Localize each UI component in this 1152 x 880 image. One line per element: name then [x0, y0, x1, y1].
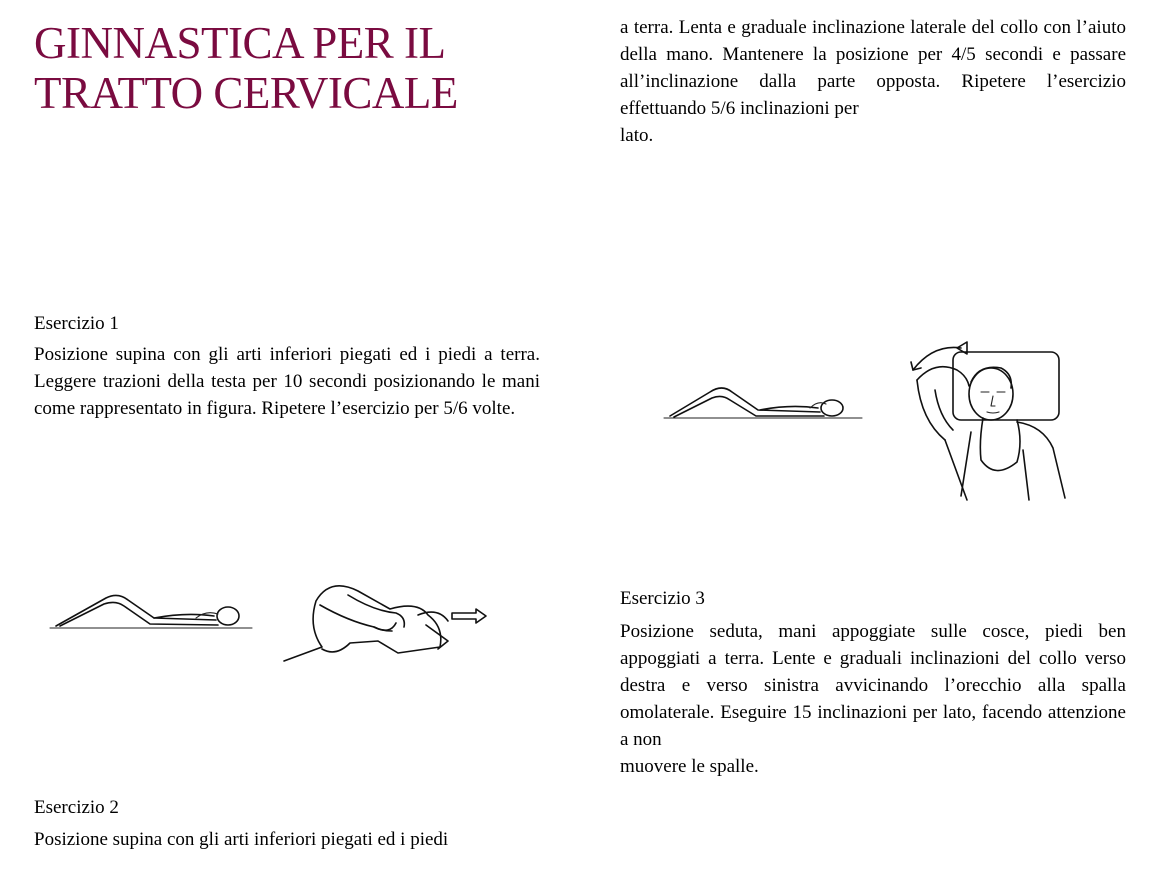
page-title-line-1: GINNASTICA PER IL: [34, 18, 446, 68]
exercise-2-text-continued: a terra. Lenta e graduale inclinazione laterale del collo con l’aiuto della mano. Mantenere la posizione per 4/5 secondi e passare all’inclinazione dalla parte opposta. Ripetere l’esercizio effettuando 5/6 inclinazioni per: [620, 17, 1126, 119]
page-title-line-2: TRATTO CERVICALE: [34, 68, 458, 118]
exercise-1-heading: Esercizio 1: [34, 313, 119, 334]
exercise-2-heading: Esercizio 2: [34, 797, 119, 818]
exercise-3-heading: Esercizio 3: [620, 588, 705, 609]
exercise-2-text-last-line: lato.: [620, 125, 654, 146]
exercise-2-supine-figure-illustration: [660, 370, 866, 430]
page-title: [34, 18, 554, 118]
exercise-2-text-start: Posizione supina con gli arti inferiori piegati ed i piedi: [34, 829, 449, 850]
exercise-1-head-traction-illustration: [278, 565, 488, 673]
exercise-3-seated-neck-bend-illustration: [905, 330, 1075, 505]
exercise-1-text: Posizione supina con gli arti inferiori piegati ed i piedi a terra. Leggere trazioni della testa per 10 secondi posizionando le mani come rappresentato in figura. Ripetere l’esercizio per 5/6 volte.: [34, 344, 540, 419]
exercise-3-text: Posizione seduta, mani appoggiate sulle cosce, piedi ben appoggiati a terra. Lente e graduali inclinazioni del collo verso destra e verso sinistra avvicinando l’orecchio alla spalla omolaterale. Eseguire 15 inclinazioni per lato, facendo attenzione a non: [620, 621, 1126, 750]
exercise-1-supine-figure-illustration: [46, 560, 258, 640]
exercise-3-text-last-line: muovere le spalle.: [620, 756, 759, 777]
